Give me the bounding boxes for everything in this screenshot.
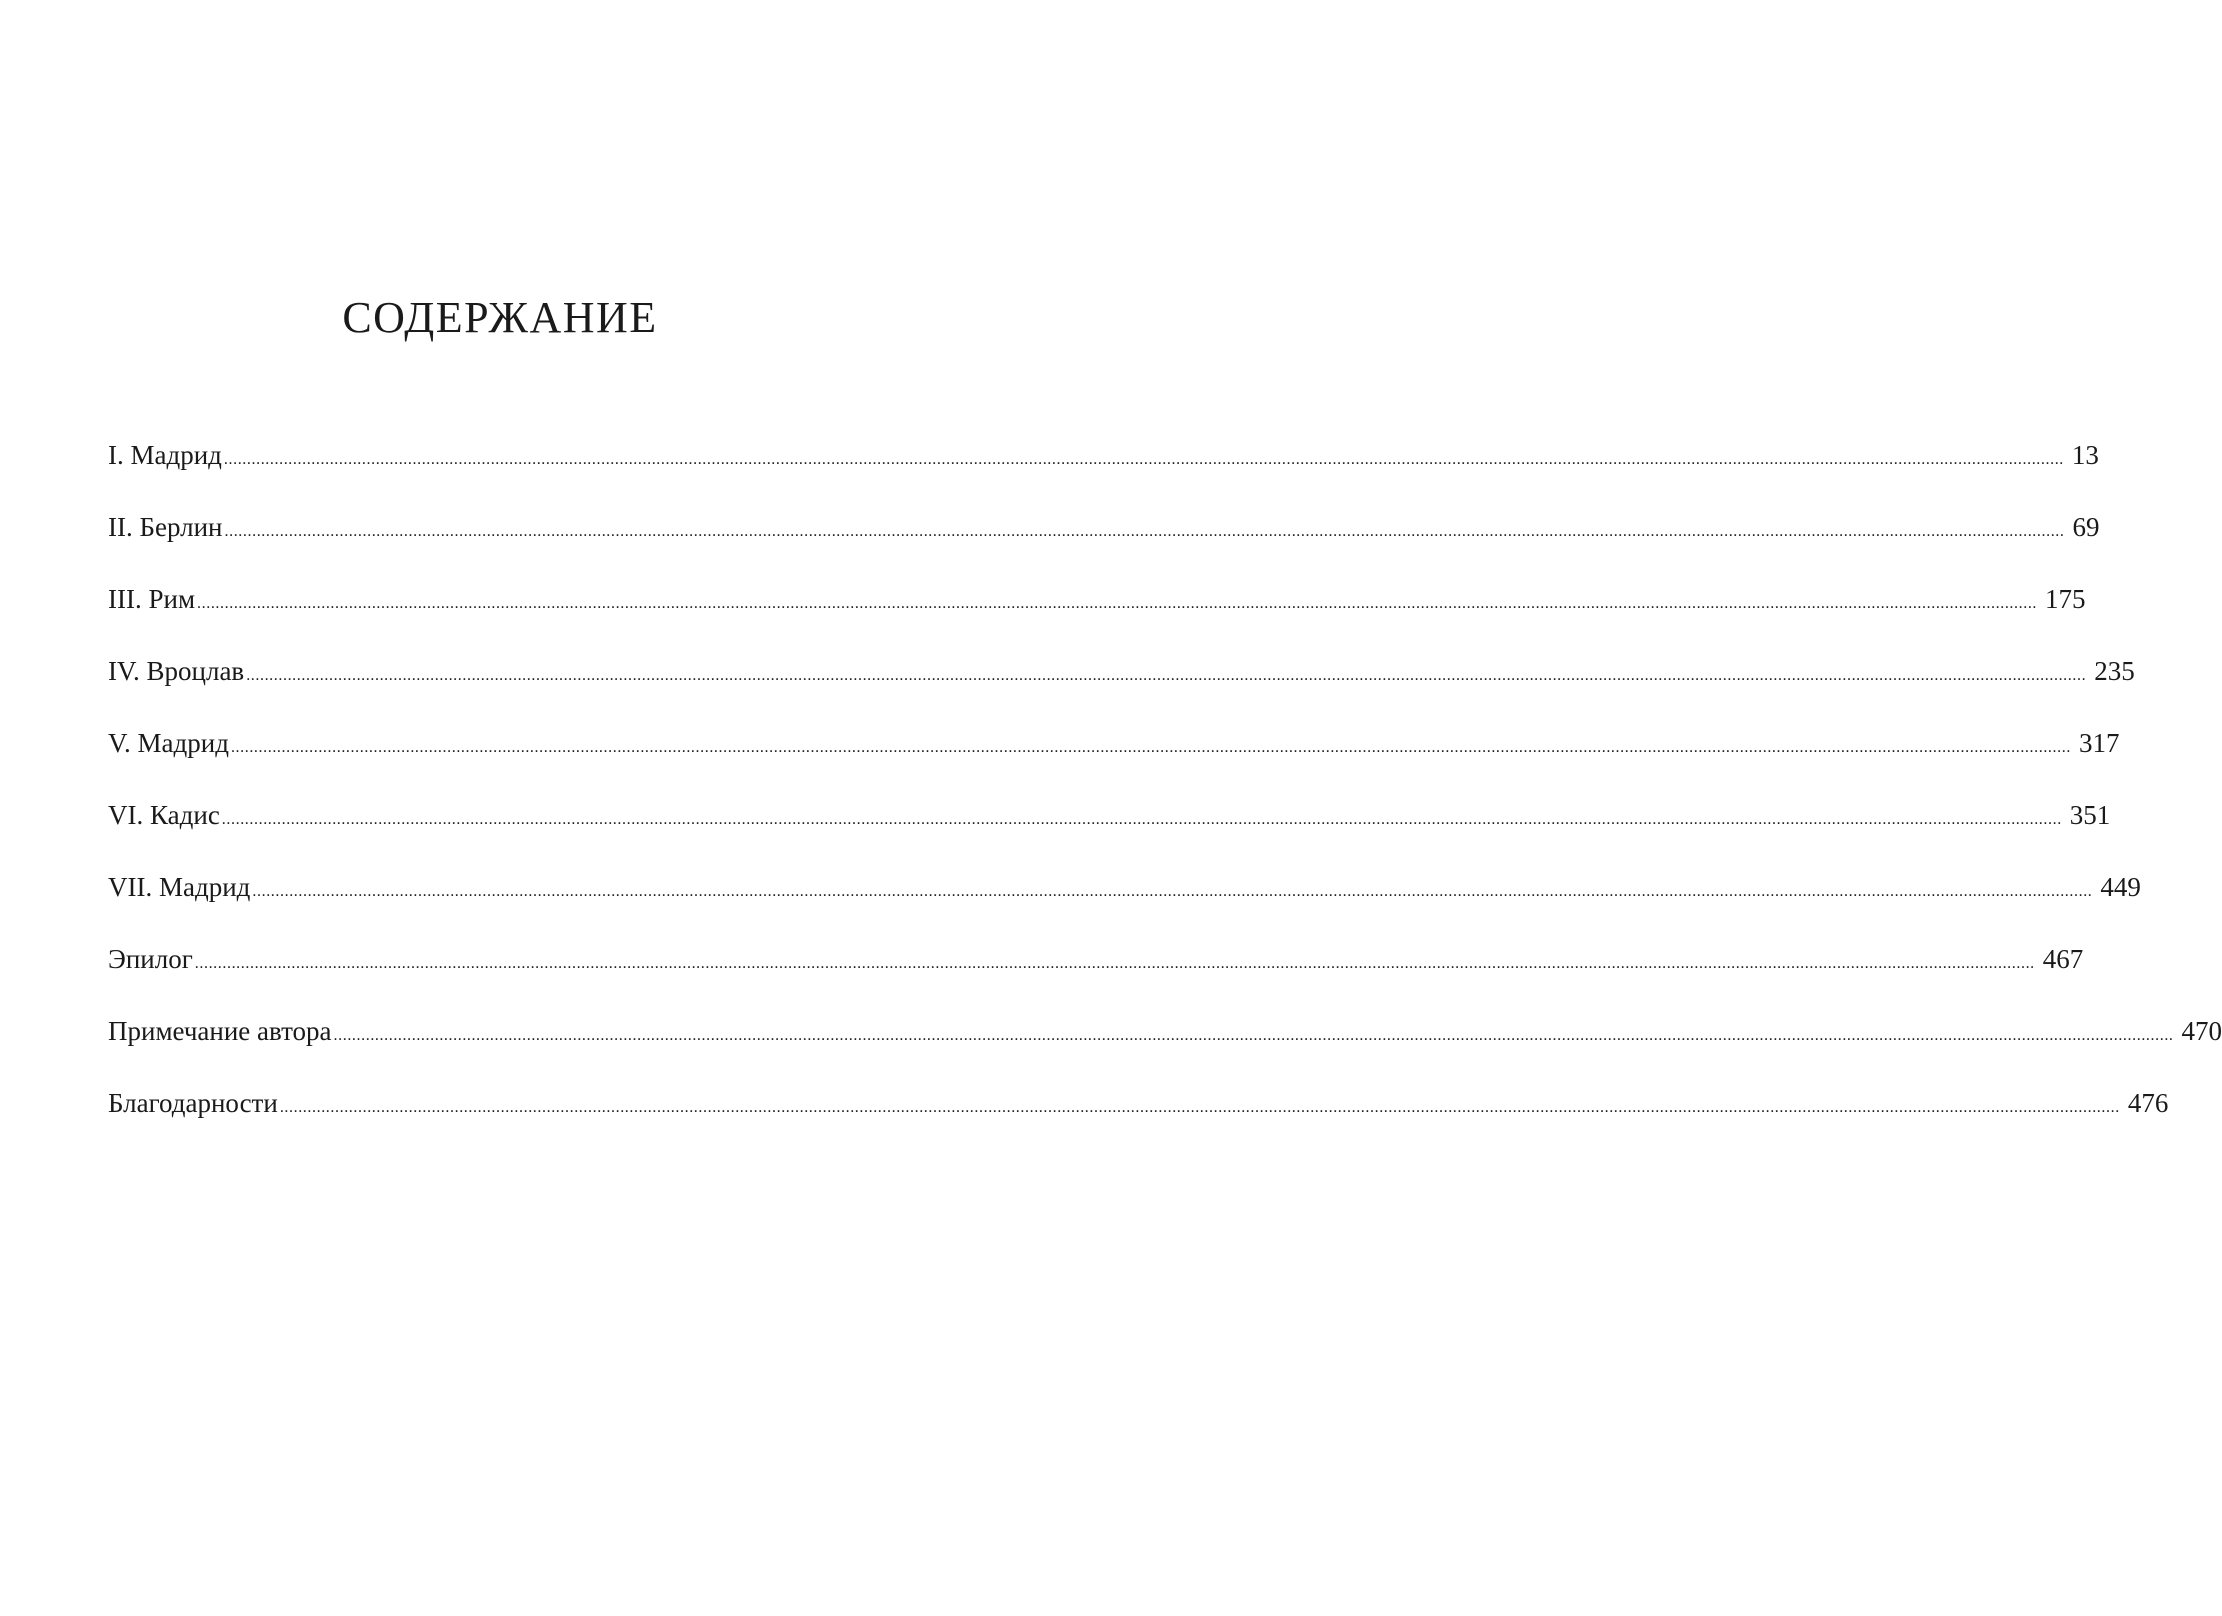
table-of-contents	[108, 440, 2222, 1162]
toc-entry-page: 467	[2042, 944, 2084, 974]
toc-entry[interactable]	[108, 728, 2120, 802]
toc-entry-page: 470	[2181, 1016, 2222, 1046]
page-title: СОДЕРЖАНИЕ	[342, 293, 658, 342]
toc-entry[interactable]	[108, 872, 2141, 946]
dot-leader: ................................................................................................................................................................................................................................................................................................................................................................................................................	[230, 739, 2071, 756]
dot-leader: ................................................................................................................................................................................................................................................................................................................................................................................................................	[246, 667, 2087, 684]
dot-leader: ................................................................................................................................................................................................................................................................................................................................................................................................................	[333, 1027, 2174, 1044]
toc-entry-label: VI. Кадис	[108, 800, 220, 830]
toc-entry[interactable]	[108, 1016, 2222, 1090]
toc-entry-label: Благодарности	[108, 1088, 278, 1118]
toc-entry[interactable]	[108, 512, 2100, 586]
toc-entry-label: I. Мадрид	[108, 440, 222, 470]
toc-entry[interactable]	[108, 584, 2086, 658]
toc-entry[interactable]	[108, 1088, 2169, 1162]
toc-entry-label: II. Берлин	[108, 512, 223, 542]
toc-entry[interactable]	[108, 656, 2135, 730]
toc-entry-label: III. Рим	[108, 584, 196, 614]
toc-entry-label: V. Мадрид	[108, 728, 229, 758]
toc-entry-page: 476	[2127, 1088, 2169, 1118]
dot-leader: ................................................................................................................................................................................................................................................................................................................................................................................................................	[223, 451, 2064, 468]
toc-entry-page: 175	[2045, 584, 2086, 614]
toc-entry-page: 13	[2071, 440, 2099, 470]
toc-entry-label: Примечание автора	[108, 1016, 332, 1046]
toc-entry-page: 317	[2078, 728, 2120, 758]
toc-entry-page: 235	[2094, 656, 2135, 686]
toc-entry[interactable]	[108, 800, 2111, 874]
toc-entry[interactable]	[108, 440, 2099, 514]
dot-leader: ................................................................................................................................................................................................................................................................................................................................................................................................................	[221, 811, 2062, 828]
dot-leader: ................................................................................................................................................................................................................................................................................................................................................................................................................	[224, 523, 2065, 540]
toc-entry-page: 351	[2069, 800, 2111, 830]
toc-entry-label: VII. Мадрид	[108, 872, 251, 902]
dot-leader: ................................................................................................................................................................................................................................................................................................................................................................................................................	[279, 1099, 2120, 1116]
dot-leader: ................................................................................................................................................................................................................................................................................................................................................................................................................	[252, 883, 2093, 900]
dot-leader: ................................................................................................................................................................................................................................................................................................................................................................................................................	[197, 595, 2038, 612]
toc-entry-label: IV. Вроцлав	[108, 656, 245, 686]
dot-leader: ................................................................................................................................................................................................................................................................................................................................................................................................................	[194, 955, 2035, 972]
toc-entry-label: Эпилог	[108, 944, 193, 974]
toc-entry-page: 449	[2100, 872, 2141, 902]
toc-entry-page: 69	[2072, 512, 2100, 542]
toc-entry[interactable]	[108, 944, 2084, 1018]
